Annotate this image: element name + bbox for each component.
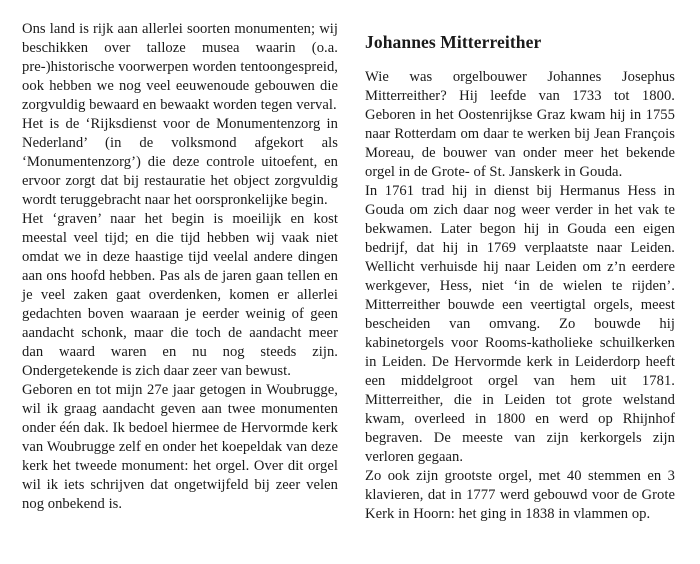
section-heading: Johannes Mitterreither (365, 32, 542, 52)
intro-paragraph-woubrugge: Geboren en tot mijn 27e jaar getogen in Woubrugge, wil ik graag aandacht geven aan twee monumenten onder één dak. Ik bedoel hiermee de Hervormde kerk van Woubrugge zelf en onder het koepeldak van deze kerk het tweede monument: het orgel. Over dit orgel wil ik iets schrijven dat ongetwijfeld bij zeer velen nog onbekend is. (22, 382, 338, 512)
intro-paragraph-digging-history: Het ‘graven’ naar het begin is moeilijk en kost meestal veel tijd; en die tijd hebben wij vaak niet omdat we in deze haastige tijd veelal andere dingen aan ons hoofd hebben. Pas als de jaren gaan tellen en je veel zaken gaat overdenken, komen er allerlei gedachten boven waaraan je eerder weinig of geen aandacht schonk, maar die toch de aandacht meer dan waard waren en nu nog steeds zijn. Ondergetekende is zich daar zeer van bewust. (22, 211, 338, 379)
left-column (22, 0, 338, 514)
intro-paragraph-monuments: Ons land is rijk aan allerlei soorten monumenten; wij beschikken over talloze musea waarin (o.a. pre-)historische voorwerpen worden tentoongespreid, ook hebben we nog veel eeuwenoude gebouwen die zorgvuldig bewaard en bewaakt worden tegen verval. (22, 21, 338, 113)
bio-paragraph-origins: Wie was orgelbouwer Johannes Josephus Mitterreither? Hij leefde van 1733 tot 1800. Geboren in het Oostenrijkse Graz kwam hij in 1755 naar Rotterdam om daar te werken bij Jean François Moreau, de bouwer van onder meer het bekende orgel in de Grote- of St. Janskerk in Gouda. (365, 69, 675, 180)
intro-paragraph-monumentenzorg: Het is de ‘Rijksdienst voor de Monumentenzorg in Nederland’ (in de volksmond afgekort als ‘Monumentenzorg’) die deze controle uitoefent, en ervoor zorgt dat bij restauratie het object zorgvuldig wordt teruggebracht naar het oorspronkelijke begin. (22, 116, 338, 208)
right-column (365, 0, 675, 524)
bio-paragraph-hoorn-organ: Zo ook zijn grootste orgel, met 40 stemmen en 3 klavieren, dat in 1777 werd gebouwd voor de Grote Kerk in Hoorn: het ging in 1838 in vlammen op. (365, 468, 675, 522)
bio-paragraph-career: In 1761 trad hij in dienst bij Hermanus Hess in Gouda om zich daar nog weer verder in het vak te bekwamen. Later begon hij in Gouda een eigen bedrijf, dat hij in 1769 verplaatste naar Leiden. Wellicht verhuisde hij naar Leiden om z’n eerdere werkgever, Hess, niet ‘in de wielen te rijden’. Mitterreither bouwde een veertigtal orgels, meest bescheiden van omvang. Zo bouwde hij kabinetorgels voor Rooms-katholieke schuilkerken in Leiden. De Hervormde kerk in Leiderdorp heeft een middelgroot orgel van hem uit 1781. Mitterreither, die in Leiden tot grote welstand kwam, overleed in 1800 en werd op Rhijnhof begraven. De meeste van zijn kerkorgels zijn verloren gegaan. (365, 183, 675, 465)
